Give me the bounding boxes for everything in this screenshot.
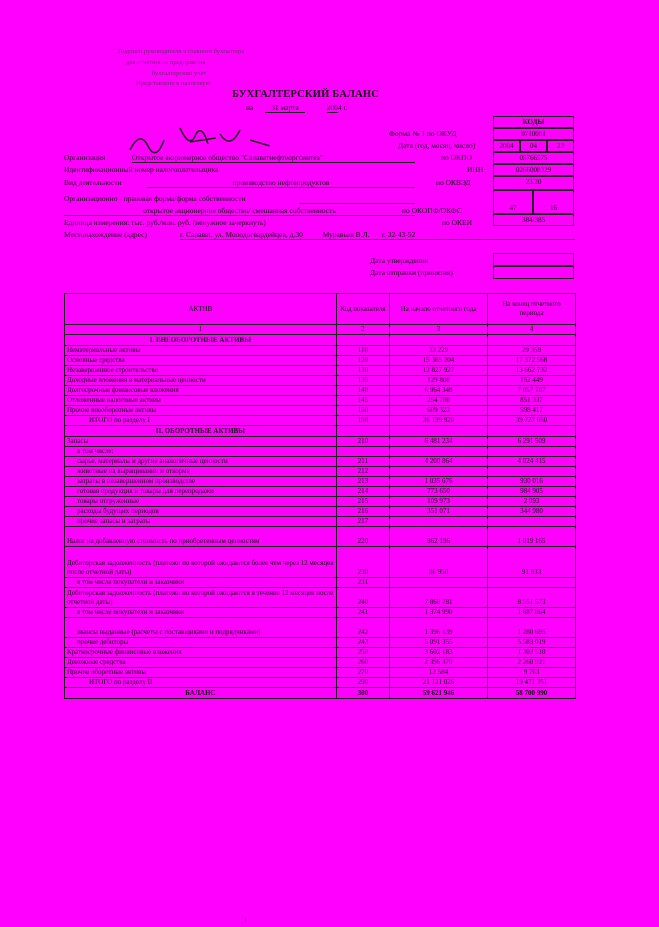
row-start-value: 109 973 [389,497,487,507]
table-row [65,638,576,648]
row-start-value: 773 650 [389,487,487,497]
row-start-value [389,517,487,527]
row-end-value [488,467,576,477]
table-row [65,437,576,447]
row-start-value: 86 950 [389,547,487,578]
row-start-value: 129 808 [389,376,487,386]
codes-header: КОДЫ [493,116,574,128]
date-year: 2004 [493,140,520,152]
address-value: г. Салават, ул. Молодогвардейцев, д.30 Муравьев В.Л. т. 32-43-52 [180,230,575,240]
row-label: Незавершенное строительство [65,366,337,376]
table-row [65,386,576,396]
row-end-value: 13 662 732 [488,366,576,376]
row-label: Дебиторская задолженность (платежи по которой ожидаются в течение 12 месяцев после отчетной даты) [65,588,337,608]
row-start-value: 254 780 [389,396,487,406]
row-code: 270 [336,668,389,678]
row-code: 230 [336,547,389,578]
row-label: в том числе: [65,447,337,457]
row-end-value: 984 905 [488,487,576,497]
row-label: в том числе покупатели и заказчики [65,608,337,618]
row-label: Дебиторская задолженность (платежи по которой ожидаются более чем через 12 месяцев после отчетной даты) [65,547,337,578]
header-start: На начало отчетного года [389,294,487,325]
row-start-value: 1 396 139 [389,618,487,638]
table-row [65,588,576,608]
row-code: 231 [336,578,389,588]
table-row [65,356,576,366]
row-start-value: 21 121 026 [389,678,487,688]
row-label: авансы выданные (расчеты с поставщиками и подрядчиками) [65,618,337,638]
row-start-value: 12 584 [389,668,487,678]
row-end-value: 1 302 510 [488,648,576,658]
inn-code-label: ИНН [467,165,484,174]
table-row [65,376,576,386]
row-label: Нематериальные активы [65,346,337,356]
row-label: животные на выращивании и откорме [65,467,337,477]
row-code: 242 [336,618,389,638]
table-row [65,366,576,376]
row-code: 243 [336,638,389,648]
activity-label: Вид деятельности [64,178,122,187]
row-end-value: 1 019 165 [488,527,576,547]
header-end: На конец отчетного периода [488,294,576,325]
row-end-value: 58 700 990 [488,688,576,699]
stamp-line-1: Подписи руководителя и главного бухгалтера [118,48,244,55]
row-code: 220 [336,527,389,547]
stamp-line-4: Представлено в налоговую [136,80,211,87]
row-start-value: 59 621 946 [389,688,487,699]
row-end-value [488,517,576,527]
end-cell [488,335,576,346]
table-row [65,618,576,638]
row-code: 210 [336,437,389,447]
row-start-value: 351 071 [389,507,487,517]
row-end-value: 1 687 864 [488,608,576,618]
row-end-value: 17 372 568 [488,356,576,366]
row-label: Отложенные налоговые активы [65,396,337,406]
balance-table [64,293,576,699]
page-title: БУХГАЛТЕРСКИЙ БАЛАНС [232,89,380,100]
row-end-value: 19 471 351 [488,678,576,688]
row-start-value: 6 964 348 [389,386,487,396]
row-start-value: 962 196 [389,527,487,547]
approval-date-label: Дата утверждения [370,256,429,265]
row-end-value: 2 093 [488,497,576,507]
form-label: Форма № 1 по ОКУД [389,129,457,138]
row-end-value: 29 359 [488,346,576,356]
address-label: Местонахождение (адрес) [64,230,148,239]
row-end-value: 152 449 [488,376,576,386]
table-header-row [65,294,576,325]
activity-value: производство нефтепродуктов [147,178,415,188]
row-label: Краткосрочные финансовые вложения [65,648,337,658]
row-start-value: 5 091 355 [389,638,487,648]
okpo-label: по ОКПО [441,153,472,162]
section-row [65,335,576,346]
row-label: готовая продукция и товары для перепродажи [65,487,337,497]
row-code: 212 [336,467,389,477]
row-start-value [389,447,487,457]
row-code [336,447,389,457]
row-end-value: 6 291 509 [488,437,576,447]
form-code: 0710001 [493,128,574,140]
table-row [65,678,576,688]
row-label: прочие запасы и затраты [65,517,337,527]
index-cell: 4 [488,325,576,335]
table-row [65,668,576,678]
row-end-value [488,578,576,588]
row-label: Налог на добавленную стоимость по приобретенным ценностям [65,527,337,547]
table-row [65,457,576,467]
row-end-value: 7 057 787 [488,386,576,396]
table-row [65,527,576,547]
row-code: 215 [336,497,389,507]
org-label: Организация [64,153,106,162]
table-index-row [65,325,576,335]
row-code: 145 [336,396,389,406]
row-start-value: 7 860 781 [389,588,487,608]
opf-label: по ОКОПФ/ОКФС [402,206,462,215]
inn-label: Идентификационный номер налогоплательщика [64,165,219,174]
table-row [65,497,576,507]
okved-label: по ОКВЭД [436,178,471,187]
row-label: товары отгруженные [65,497,337,507]
table-row [65,608,576,618]
row-code: 120 [336,356,389,366]
row-code: 260 [336,658,389,668]
start-cell [389,426,487,437]
table-row [65,578,576,588]
row-label: Прочие внеоборотные активы [65,406,337,416]
row-code: 300 [336,688,389,699]
section-row [65,426,576,437]
row-start-value [389,578,487,588]
row-code: 290 [336,678,389,688]
row-end-value: 598 417 [488,406,576,416]
table-row [65,467,576,477]
row-code: 216 [336,507,389,517]
row-start-value: 15 385 204 [389,356,487,366]
index-cell: 3 [389,325,487,335]
row-label: ИТОГО по разделу II [65,678,337,688]
row-start-value: 12 827 927 [389,366,487,376]
row-end-value: 344 980 [488,507,576,517]
section-title: II. ОБОРОТНЫЕ АКТИВЫ [65,426,337,437]
row-label: Долгосрочные финансовые вложения [65,386,337,396]
row-code: 213 [336,477,389,487]
row-label: сырье, материалы и другие аналогичные ценности [65,457,337,467]
header-asset: АКТИВ [65,294,337,325]
stamp-line-3: бухгалтерский учёт [152,70,207,77]
org-value: Открытое акционерное общество "Салаватнефтеоргсинтез" [132,153,415,163]
row-label: Прочие оборотные активы [65,668,337,678]
table-row [65,517,576,527]
table-row [65,447,576,457]
footer-mark: 1 [244,917,248,924]
row-label: БАЛАНС [65,688,337,699]
row-code: 130 [336,366,389,376]
code-cell [336,426,389,437]
row-end-value: 930 016 [488,477,576,487]
sent-date-label: Дата отправки (принятия) [370,268,453,277]
row-end-value: 851 337 [488,396,576,406]
date-day: 23 [547,140,574,152]
index-cell: 2 [336,325,389,335]
row-label: прочие дебиторы [65,638,337,648]
ofs-code: 16 [533,190,574,214]
row-start-value: 6 481 234 [389,437,487,447]
row-code: 110 [336,346,389,356]
table-row [65,406,576,416]
row-code: 241 [336,608,389,618]
ownership-value: открытое акционерное общество/ смешанная собственность [64,206,415,216]
row-start-value: 3 602 183 [389,648,487,658]
table-row [65,547,576,578]
table-row [65,416,576,426]
row-label: Запасы [65,437,337,447]
row-label: расходы будущих периодов [65,507,337,517]
row-start-value: 609 322 [389,406,487,416]
index-cell: 1 [65,325,337,335]
row-end-value: 1 280 695 [488,618,576,638]
row-code: 150 [336,406,389,416]
row-end-value: 91 933 [488,547,576,578]
row-end-value: 4 024 415 [488,457,576,467]
row-label: затраты в незавершенном производстве [65,477,337,487]
stamp-line-2: для отчётности предприятия [126,59,206,66]
table-row [65,477,576,487]
okei-code: 384/385 [493,214,574,226]
row-start-value: 36 199 920 [389,416,487,426]
row-end-value: 5 583 019 [488,638,576,648]
row-label: ИТОГО по разделу I [65,416,337,426]
row-end-value: 2 260 921 [488,658,576,668]
report-date: на 31 марта 2004 г. [246,103,348,112]
table-row [65,396,576,406]
row-label: Основные средства [65,356,337,366]
row-start-value: 1 035 676 [389,477,487,487]
row-label: в том числе покупатели и заказчики [65,578,337,588]
table-body [65,335,576,699]
row-code: 217 [336,517,389,527]
row-code: 250 [336,648,389,658]
date-label: Дата (год, месяц, число) [398,141,476,150]
row-code: 190 [336,416,389,426]
section-title: I. ВНЕОБОРОТНЫЕ АКТИВЫ [65,335,337,346]
row-start-value: 1 374 990 [389,608,487,618]
opf-code: 47 [493,190,533,214]
row-end-value [488,447,576,457]
row-code: 211 [336,457,389,467]
table-row [65,648,576,658]
okpo-code: 05766575 [493,152,574,164]
inn-code: 0266008329 [493,164,574,176]
okved-code: 23.20 [493,176,574,190]
row-start-value: 4 200 864 [389,457,487,467]
row-start-value: 2 396 370 [389,658,487,668]
row-code: 214 [336,487,389,497]
table-row [65,688,576,699]
row-end-value: 9 763 [488,668,576,678]
okei-label: по ОКЕИ [442,218,473,227]
table-row [65,658,576,668]
sent-date-field [493,266,574,279]
row-label: Доходные вложения в материальные ценности [65,376,337,386]
row-start-value [389,467,487,477]
start-cell [389,335,487,346]
row-code: 140 [336,386,389,396]
row-end-value: 39 727 650 [488,416,576,426]
table-row [65,346,576,356]
approval-date-field [493,253,574,266]
table-row [65,487,576,497]
table-row [65,507,576,517]
end-cell [488,426,576,437]
code-cell [336,335,389,346]
row-start-value: 33 229 [389,346,487,356]
header-code: Код показателя [336,294,389,325]
row-label: Денежные средства [65,658,337,668]
unit-label: Единица измерения: тыс. руб./млн. руб. (ненужное зачеркнуть) [64,218,266,227]
row-code: 240 [336,588,389,608]
date-month: 04 [520,140,547,152]
row-end-value: 8 551 573 [488,588,576,608]
ownership-underline [299,203,415,204]
row-code: 135 [336,376,389,386]
ownership-label: Организационно - правовая форма/форма собственности [64,194,246,203]
